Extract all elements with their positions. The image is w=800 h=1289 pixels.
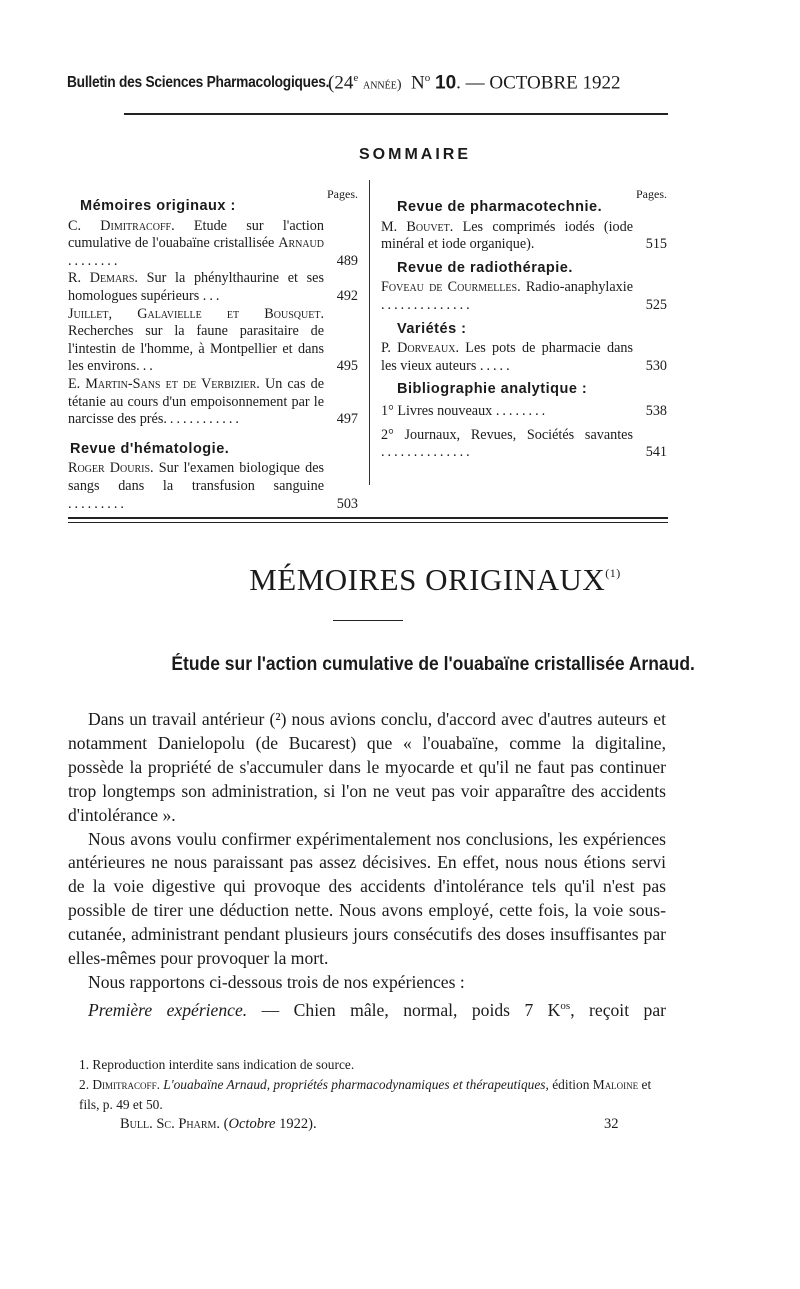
toc-author: M. Bouvet. — [381, 218, 454, 235]
toc-author: P. Dorveaux. — [381, 340, 460, 357]
toc-page: 541 — [645, 444, 667, 461]
body-paragraph: Dans un travail antérieur (²) nous avions conclu, d'accord avec d'autres auteurs et notamment Danielopolu (de Bucarest) que « l'ouabaïne, comme la digitaline, possède la propriété de s'accumuler dans le myocarde et qu'il ne faut pas continuer trop longtemps son administration, si l'on ne veut pas voir apparaître des accidents d'intolérance ». — [68, 709, 666, 825]
footnote — [68, 1075, 666, 1115]
toc-text: Un cas de tétanie au cours d'un empoisonnement par le narcisse des prés — [68, 375, 324, 428]
section-rule-thin — [68, 522, 668, 523]
toc-author: E. Martin-Sans et de Verbizier. — [68, 375, 260, 392]
toc-entry — [381, 403, 667, 421]
toc-page: 492 — [336, 287, 358, 304]
issue-prefix: N — [411, 72, 425, 94]
toc-leader: ..... — [479, 357, 513, 374]
section-heading-text: MÉMOIRES ORIGINAUX — [249, 562, 606, 597]
toc-author: 2° Journaux, Revues, Sociétés savantes — [381, 426, 633, 443]
issue-number: 10 — [435, 72, 457, 94]
footnote-tail: et fils, p. 49 et 50. — [79, 1077, 652, 1112]
toc-section-heading: Revue de pharmacotechnie. — [397, 199, 603, 215]
toc-entry — [68, 376, 358, 429]
section-heading — [0, 562, 800, 598]
summary-title: SOMMAIRE — [359, 146, 471, 163]
article-body — [68, 708, 666, 1023]
toc-author: Juillet, Galavielle et Bousquet. — [68, 305, 324, 322]
issue-year-open: (24 — [328, 72, 354, 94]
toc-section-heading: Variétés : — [397, 320, 467, 337]
toc-entry — [381, 427, 667, 462]
pages-label: Pages. — [327, 187, 358, 201]
journal-title: Bulletin des Sciences Pharmacologiques. — [67, 74, 330, 91]
toc-page: 525 — [645, 296, 667, 313]
section-heading-note: (1) — [605, 566, 621, 580]
toc-section-heading: Bibliographie analytique : — [397, 381, 588, 398]
heading-rule — [333, 620, 403, 621]
header-rule — [124, 113, 668, 115]
toc-entry — [381, 219, 667, 254]
toc-entry — [68, 306, 358, 376]
toc-page: 515 — [645, 236, 667, 253]
toc-entry — [381, 340, 667, 375]
issue-prefix-sup: o — [424, 72, 431, 84]
toc-text-extra: Arnaud — [278, 235, 325, 252]
column-divider — [369, 180, 370, 485]
body-paragraph: Nous rapportons ci-dessous trois de nos expériences : — [88, 971, 465, 992]
body-paragraph: Nous avons voulu confirmer expérimentalement nos conclusions, les expériences antérieures ne nous paraissant pas assez décisives. En effet, nous nous étions servi de la voie digestive qui provoque des accidents d'intolérance tels qu'il n'est pas possible de tirer une déduction nette. Nous avons employé, cette fois, la voie sous-cutanée, administrant pendant plusieurs jours consécutifs des doses insuffisantes par elles-mêmes pour provoquer la mort. — [68, 828, 666, 969]
toc-entry — [68, 218, 358, 271]
toc-author: 1° Livres nouveaux — [381, 402, 493, 419]
footnotes — [68, 1055, 666, 1115]
toc-leader: ........ — [495, 402, 549, 419]
toc-text: Etude sur l'action cumulative de l'ouabaïne cristallisée — [68, 217, 324, 252]
issue-date: OCTOBRE 1922 — [489, 72, 621, 94]
experiment-sup: os — [560, 999, 571, 1012]
toc-author: Roger Douris. — [68, 460, 154, 477]
toc-page: 495 — [336, 358, 358, 375]
toc-text: Recherches sur la faune parasitaire de l'intestin de l'homme, à Montpellier et dans les environs — [68, 323, 324, 375]
experiment-text: — Chien mâle, normal, poids 7 K — [261, 999, 561, 1020]
toc-page: 538 — [645, 402, 667, 419]
toc-leader: ... — [202, 287, 223, 304]
toc-page: 530 — [645, 357, 667, 374]
footnote-author: 2. Dimitracoff. — [79, 1077, 160, 1092]
footnote-rest: édition — [552, 1077, 590, 1092]
footer-month: Octobre — [228, 1116, 276, 1132]
experiment-end: , reçoit par — [570, 999, 666, 1020]
footnote-publisher: Maloine — [592, 1077, 639, 1092]
toc-leader: ......... — [68, 495, 127, 512]
toc-text: Les comprimés iodés (iode minéral et iode organique). — [381, 218, 634, 253]
issue-info — [328, 72, 620, 94]
toc-entry — [68, 270, 358, 305]
page-number: 32 — [604, 1116, 619, 1132]
footnote: 1. Reproduction interdite sans indication de source. — [79, 1057, 355, 1072]
toc-page: 503 — [336, 495, 358, 512]
toc-leader: ........ — [68, 252, 121, 269]
toc-page: 497 — [336, 411, 358, 428]
toc-right-column — [381, 186, 667, 462]
toc-author: Foveau de Courmelles. — [381, 279, 521, 296]
issue-year-sup: e — [353, 72, 359, 84]
toc-left-column — [68, 186, 358, 513]
toc-section-heading: Mémoires originaux : — [80, 198, 236, 214]
toc-leader: ... — [136, 358, 156, 375]
toc-page: 489 — [336, 252, 358, 269]
issue-separator: . — — [456, 72, 485, 94]
toc-entry — [381, 279, 667, 314]
body-paragraph-last — [68, 995, 666, 1023]
article-title: Étude sur l'action cumulative de l'ouabaïne cristallisée Arnaud. — [171, 654, 695, 675]
pages-label: Pages. — [636, 187, 667, 201]
toc-text: Sur l'examen biologique des sangs dans la transfusion sanguine — [68, 460, 325, 494]
running-footer — [120, 1116, 317, 1133]
issue-year-label: année) — [362, 77, 402, 93]
footnote-title: L'ouabaïne Arnaud, propriétés pharmacodynamiques et thérapeutiques, — [163, 1077, 549, 1092]
footer-journal: Bull. Sc. Pharm. — [120, 1116, 221, 1132]
experiment-label: Première expérience. — [88, 999, 248, 1020]
toc-section-heading: Revue d'hématologie. — [70, 440, 230, 457]
toc-leader: .............. — [381, 296, 473, 313]
toc-section-heading: Revue de radiothérapie. — [397, 259, 573, 276]
toc-entry — [68, 460, 358, 513]
footer-open: ( — [223, 1116, 229, 1132]
toc-leader: .............. — [381, 444, 473, 461]
section-rule-thick — [68, 517, 668, 519]
toc-text: Les pots de pharmacie dans les vieux auteurs — [381, 340, 633, 374]
toc-author: C. Dimitracoff. — [68, 217, 175, 234]
toc-text: Radio-anaphylaxie — [525, 279, 633, 296]
toc-author: R. Demars. — [68, 270, 138, 287]
toc-text: Sur la phénylthaurine et ses homologues supérieurs — [68, 270, 325, 304]
toc-leader: ............ — [163, 411, 242, 428]
footer-close: 1922). — [279, 1116, 317, 1132]
